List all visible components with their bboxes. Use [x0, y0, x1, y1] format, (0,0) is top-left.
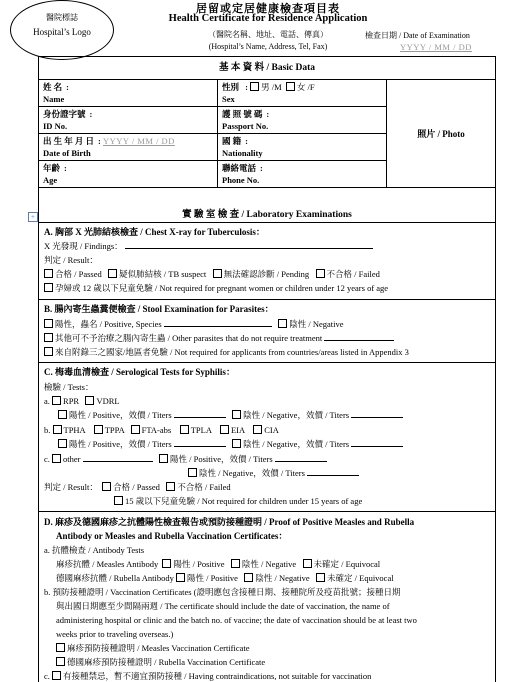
- c-exempt-label: 15 歲以下兒童免驗 / Not required for children under 15 years of age: [125, 496, 363, 506]
- d-measles-negative-checkbox[interactable]: [231, 559, 240, 568]
- c-b-neg-titer-field[interactable]: [351, 446, 403, 447]
- table-move-handle-icon[interactable]: +: [28, 212, 38, 222]
- b-exempt-label: 來自附錄三之國家/地區者免驗 / Not required for applicants from countries/areas listed in Appendix 3: [55, 347, 409, 357]
- b-positive-label: 陽性，蟲名 / Positive, Species: [55, 319, 162, 329]
- passport-cell[interactable]: 護 照 號 碼 : Passport No.: [218, 107, 387, 134]
- sex-male-label: 男 /M: [261, 82, 282, 92]
- c-other-field[interactable]: [83, 461, 153, 462]
- c-other-label: other: [63, 454, 81, 464]
- c-a-positive-checkbox[interactable]: [58, 410, 67, 419]
- id-label-zh: 身份證字號: [43, 109, 86, 119]
- d-rubella-cert-checkbox[interactable]: [56, 657, 65, 666]
- a-findings-field[interactable]: [125, 248, 373, 249]
- c-c-positive-checkbox[interactable]: [159, 454, 168, 463]
- b-other-row: [44, 333, 394, 344]
- section-a-title: A. 胸部 X 光肺結核檢查 / Chest X-ray for Tuberculosis：: [44, 227, 265, 237]
- id-label-en: ID No.: [43, 121, 68, 131]
- id-cell[interactable]: 身份證字號 : ID No.: [39, 107, 218, 134]
- c-cia-label: CIA: [264, 425, 279, 435]
- a-tb-label: 疑似肺結核 / TB suspect: [119, 269, 207, 279]
- c-tpla-checkbox[interactable]: [180, 425, 189, 434]
- b-exempt-row: [44, 347, 409, 358]
- dob-label-zh: 出 生 年 月 日: [43, 136, 95, 146]
- c-tpha-checkbox[interactable]: [53, 425, 62, 434]
- c-b-positive-label: 陽性 / Positive，效價 / Titers: [69, 439, 172, 449]
- divider-a: [38, 299, 496, 300]
- c-c-row: [44, 454, 327, 465]
- d-c-marker: c.: [44, 671, 50, 681]
- divider-c: [38, 511, 496, 512]
- age-label-zh: 年齡: [43, 163, 61, 173]
- d-measles-label: 麻疹抗體 / Measles Antibody: [56, 559, 159, 569]
- d-rubella-positive-checkbox[interactable]: [176, 573, 185, 582]
- c-tppa-checkbox[interactable]: [94, 425, 103, 434]
- a-exempt-checkbox[interactable]: [44, 283, 53, 292]
- exam-date-label: 檢查日期 / Date of Examination: [365, 31, 470, 40]
- phone-label-zh: 聯絡電話: [222, 163, 257, 173]
- a-pending-label: 無法確認診斷 / Pending: [223, 269, 310, 279]
- logo-zh: 醫院標誌: [46, 13, 78, 22]
- b-negative-checkbox[interactable]: [278, 319, 287, 328]
- d-vaccination-line-4: weeks prior to traveling overseas.): [56, 629, 174, 639]
- a-result-options: [44, 269, 380, 280]
- dob-cell[interactable]: 出 生 年 月 日 : YYYY / MM / DD Date of Birth: [39, 134, 218, 161]
- dob-label-en: Date of Birth: [43, 148, 91, 158]
- d-rubella-cert-label: 德國麻疹預防接種證明 / Rubella Vaccination Certificate: [67, 657, 266, 667]
- c-b-positive-checkbox[interactable]: [58, 439, 67, 448]
- photo-label: 照片 / Photo: [417, 128, 465, 139]
- c-tpha-label: TPHA: [63, 425, 86, 435]
- c-exempt-row: [114, 496, 362, 507]
- c-a-result-row: [58, 410, 403, 421]
- c-eia-label: EIA: [230, 425, 245, 435]
- d-vaccination-line-2: 與出國日期應至少間隔兩週 / The certificate should include the date of vaccination, the name of: [56, 601, 390, 611]
- section-c-title: C. 梅毒血清檢查 / Serological Tests for Syphilis：: [44, 367, 235, 377]
- a-pending-checkbox[interactable]: [213, 269, 222, 278]
- b-other-checkbox[interactable]: [44, 333, 53, 342]
- name-label-en: Name: [43, 94, 65, 104]
- c-passed-checkbox[interactable]: [102, 482, 111, 491]
- c-rpr-checkbox[interactable]: [52, 396, 61, 405]
- d-rubella-cert-row: [56, 657, 265, 668]
- section-d-title-2: Antibody or Measles and Rubella Vaccination Certificates：: [56, 531, 288, 541]
- c-passed-label: 合格 / Passed: [113, 482, 160, 492]
- d-measles-cert-row: [56, 643, 250, 654]
- subtitle-en: (Hospital’s Name, Address, Tel, Fax): [208, 42, 328, 51]
- exam-date-field[interactable]: YYYY / MM / DD: [400, 42, 472, 52]
- c-result-label: 判定 / Result：: [44, 482, 98, 492]
- d-measles-equivocal-label: 未確定 / Equivocal: [313, 559, 381, 569]
- d-measles-row: [56, 559, 380, 570]
- d-contra-row: [44, 671, 371, 682]
- logo-en: Hospital’s Logo: [33, 27, 91, 37]
- c-c-marker: c.: [44, 454, 50, 464]
- b-other-field[interactable]: [324, 340, 394, 341]
- d-measles-negative-label: 陰性 / Negative: [241, 559, 297, 569]
- c-c-neg-titer-field[interactable]: [307, 475, 359, 476]
- d-rubella-equivocal-checkbox[interactable]: [316, 573, 325, 582]
- c-b-marker: b.: [44, 425, 51, 435]
- phone-cell[interactable]: 聯絡電話 : Phone No.: [218, 161, 387, 188]
- b-other-label: 其他可不予治療之腸內寄生蟲 / Other parasites that do not require treatment: [55, 333, 323, 343]
- d-vaccination-line-1: b. 預防接種證明 / Vaccination Certificates (證明應包含接種日期、接種院所及疫苗批號；接種日期: [44, 587, 401, 597]
- a-findings-label: X 光發現 / Findings：: [44, 241, 123, 251]
- c-a-neg-titer-field[interactable]: [351, 417, 403, 418]
- c-a-marker: a.: [44, 396, 50, 406]
- nationality-label-en: Nationality: [222, 148, 263, 158]
- hospital-logo-placeholder: [10, 0, 114, 60]
- passport-label-en: Passport No.: [222, 121, 269, 131]
- c-exempt-checkbox[interactable]: [114, 496, 123, 505]
- d-measles-equivocal-checkbox[interactable]: [303, 559, 312, 568]
- section-b-title: B. 腸內寄生蟲糞便檢查 / Stool Examination for Parasites：: [44, 304, 274, 314]
- lab-exam-title: 實 驗 室 檢 查 / Laboratory Examinations: [182, 210, 352, 220]
- c-b-negative-checkbox[interactable]: [232, 439, 241, 448]
- dob-placeholder[interactable]: YYYY / MM / DD: [102, 136, 175, 146]
- d-measles-cert-checkbox[interactable]: [56, 643, 65, 652]
- a-passed-label: 合格 / Passed: [55, 269, 102, 279]
- basic-data-title: 基 本 資 料 / Basic Data: [218, 63, 316, 73]
- d-rubella-row: [56, 573, 394, 584]
- sex-female-label: 女 /F: [296, 82, 315, 92]
- c-cia-checkbox[interactable]: [253, 425, 262, 434]
- c-failed-label: 不合格 / Failed: [177, 482, 231, 492]
- a-failed-label: 不合格 / Failed: [326, 269, 380, 279]
- d-measles-cert-label: 麻疹預防接種證明 / Measles Vaccination Certificate: [67, 643, 250, 653]
- c-b-tests-row: [44, 425, 279, 436]
- name-label-zh: 姓 名: [43, 82, 63, 92]
- c-a-negative-label: 陰性 / Negative，效價 / Titers: [243, 410, 350, 420]
- d-rubella-negative-label: 陰性 / Negative: [255, 573, 310, 583]
- d-rubella-equivocal-label: 未確定 / Equivocal: [327, 573, 394, 583]
- lab-divider: [38, 222, 496, 223]
- d-rubella-label: 德國麻疹抗體 / Rubella Antibody: [56, 573, 174, 583]
- age-cell[interactable]: 年齡 : Age: [39, 161, 218, 188]
- c-tppa-label: TPPA: [104, 425, 125, 435]
- c-failed-checkbox[interactable]: [166, 482, 175, 491]
- c-result-row: [44, 482, 231, 493]
- phone-label-en: Phone No.: [222, 175, 260, 185]
- sex-cell: 性別 : 男 /M 女 /F Sex: [218, 80, 387, 107]
- a-result-label: 判定 / Result：: [44, 255, 98, 265]
- c-a-negative-checkbox[interactable]: [232, 410, 241, 419]
- c-tests-label: 檢驗 / Tests：: [44, 382, 94, 392]
- c-b-negative-label: 陰性 / Negative，效價 / Titers: [243, 439, 350, 449]
- c-c-negative-checkbox[interactable]: [188, 468, 197, 477]
- d-contra-checkbox[interactable]: [52, 671, 61, 680]
- a-failed-checkbox[interactable]: [316, 269, 325, 278]
- title-en: Health Certificate for Residence Application: [168, 13, 368, 24]
- a-tb-checkbox[interactable]: [108, 269, 117, 278]
- name-cell[interactable]: 姓 名 : Name: [39, 80, 218, 107]
- d-contra-label: 有接種禁忌，暫不適宜預防接種 / Having contraindications, not suitable for vaccination: [63, 671, 372, 681]
- c-eia-checkbox[interactable]: [220, 425, 229, 434]
- c-vdrl-checkbox[interactable]: [85, 396, 94, 405]
- d-measles-positive-label: 陽性 / Positive: [173, 559, 225, 569]
- c-b-pos-titer-field[interactable]: [174, 446, 226, 447]
- a-exempt-row: [44, 283, 388, 294]
- c-a-tests-row: [44, 396, 120, 407]
- d-rubella-positive-label: 陽性 / Positive: [186, 573, 238, 583]
- passport-label-zh: 護 照 號 碼: [222, 109, 263, 119]
- nationality-cell[interactable]: 國 籍 : Nationality: [218, 134, 387, 161]
- c-fta-checkbox[interactable]: [131, 425, 140, 434]
- nationality-label-zh: 國 籍: [222, 136, 242, 146]
- section-d-title-1: D. 麻疹及德國麻疹之抗體陽性檢查報告或預防接種證明 / Proof of Positive Measles and Rubella: [44, 517, 415, 527]
- b-positive-row: [44, 319, 344, 330]
- c-other-checkbox[interactable]: [52, 454, 61, 463]
- c-c-negative-row: [188, 468, 359, 479]
- d-antibody-label: a. 抗體檢查 / Antibody Tests: [44, 545, 145, 555]
- c-tpla-label: TPLA: [190, 425, 212, 435]
- title-zh: 居留或定居健康檢查項目表: [196, 3, 340, 15]
- age-label-en: Age: [43, 175, 58, 185]
- subtitle-zh: （醫院名稱、地址、電話、傳真）: [208, 30, 328, 39]
- b-exempt-checkbox[interactable]: [44, 347, 53, 356]
- sex-label-en: Sex: [222, 94, 235, 104]
- d-measles-positive-checkbox[interactable]: [162, 559, 171, 568]
- a-passed-checkbox[interactable]: [44, 269, 53, 278]
- sex-label-zh: 性別: [222, 82, 240, 92]
- c-b-result-row: [58, 439, 403, 450]
- divider-b: [38, 362, 496, 363]
- c-c-pos-titer-field[interactable]: [275, 461, 327, 462]
- sex-female-checkbox[interactable]: [286, 82, 295, 91]
- d-vaccination-line-3: administering hospital or clinic and the batch no. of vaccine; the date of vaccination should be at least two: [56, 615, 417, 625]
- c-a-pos-titer-field[interactable]: [174, 417, 226, 418]
- a-findings-row: [44, 241, 373, 252]
- b-species-field[interactable]: [164, 326, 272, 327]
- b-positive-checkbox[interactable]: [44, 319, 53, 328]
- c-fta-label: FTA-abs: [141, 425, 172, 435]
- c-c-negative-label: 陰性 / Negative，效價 / Titers: [199, 468, 305, 478]
- c-a-positive-label: 陽性 / Positive，效價 / Titers: [69, 410, 172, 420]
- c-vdrl-label: VDRL: [96, 396, 120, 406]
- c-rpr-label: RPR: [63, 396, 80, 406]
- c-c-positive-label: 陽性 / Positive，效價 / Titers: [170, 454, 273, 464]
- photo-box[interactable]: [387, 80, 496, 188]
- sex-male-checkbox[interactable]: [250, 82, 259, 91]
- b-negative-label: 陰性 / Negative: [289, 319, 344, 329]
- d-rubella-negative-checkbox[interactable]: [244, 573, 253, 582]
- basic-data-table: [38, 79, 496, 188]
- a-exempt-label: 孕婦或 12 歲以下兒童免驗 / Not required for pregnant women or children under 12 years of age: [55, 283, 389, 293]
